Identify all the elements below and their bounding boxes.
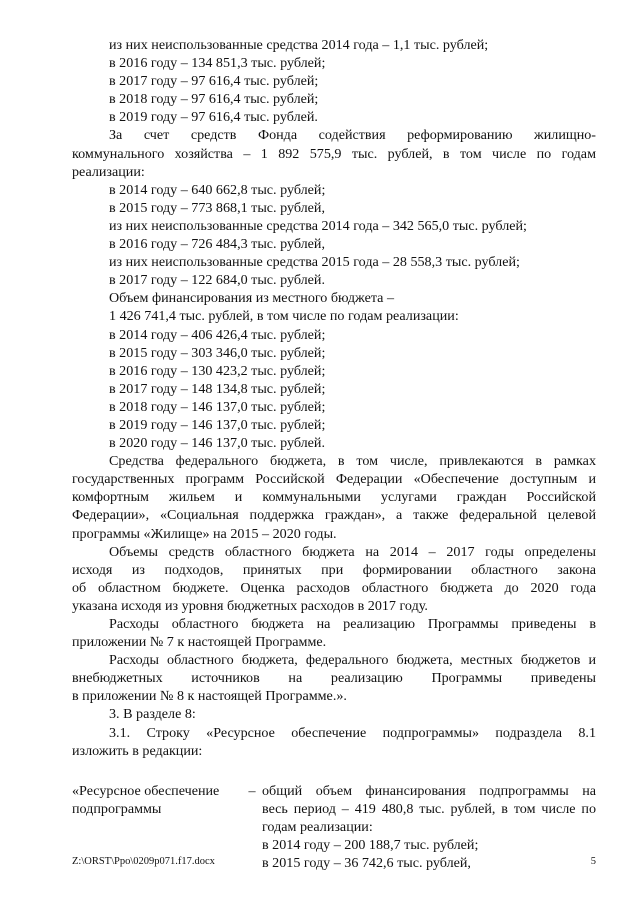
text-line: в 2017 году – 148 134,8 тыс. рублей; — [109, 380, 326, 397]
table-value-line: годам реализации: — [262, 818, 373, 835]
paragraph-line: Федерации», «Социальная поддержка граждан», а также федеральной целевой — [72, 507, 596, 524]
text-line: в 2018 году – 146 137,0 тыс. рублей; — [109, 398, 326, 415]
text-line: из них неиспользованные средства 2015 года – 28 558,3 тыс. рублей; — [109, 254, 520, 271]
text-line: 3. В разделе 8: — [109, 706, 196, 723]
paragraph-line: Расходы областного бюджета, федерального бюджета, местных бюджетов и — [109, 652, 596, 669]
paragraph-line: программы «Жилище» на 2015 – 2020 годы. — [72, 525, 337, 542]
text-line: в 2015 году – 773 868,1 тыс. рублей, — [109, 199, 325, 216]
paragraph-line: реализации: — [72, 163, 145, 180]
text-line: в 2017 году – 97 616,4 тыс. рублей; — [109, 73, 319, 90]
text-line: в 2016 году – 134 851,3 тыс. рублей; — [109, 55, 326, 72]
table-value-line: общий объем финансирования подпрограммы на — [262, 782, 596, 799]
paragraph-line: внебюджетных источников на реализацию Программы приведены — [72, 670, 596, 687]
text-line: из них неиспользованные средства 2014 года – 342 565,0 тыс. рублей; — [109, 217, 527, 234]
text-line: в 2018 году – 97 616,4 тыс. рублей; — [109, 91, 319, 108]
paragraph-line: в приложении № 8 к настоящей Программе.». — [72, 688, 347, 705]
file-path: Z:\ORST\Ppo\0209p071.f17.docx — [72, 856, 215, 867]
paragraph-line: Объемы средств областного бюджета на 2014 – 2017 годы определены — [109, 543, 596, 560]
paragraph-line: 3.1. Строку «Ресурсное обеспечение подпрограммы» подраздела 8.1 — [109, 724, 596, 741]
paragraph-line: изложить в редакции: — [72, 742, 203, 759]
table-label-line: «Ресурсное обеспечение — [72, 782, 220, 799]
paragraph-line: приложении № 7 к настоящей Программе. — [72, 634, 327, 651]
paragraph-line: Средства федерального бюджета, в том числе, привлекаются в рамках — [109, 453, 596, 470]
table-value-line: в 2015 году – 36 742,6 тыс. рублей, — [262, 855, 471, 872]
page-footer — [72, 853, 596, 867]
table-label-line: подпрограммы — [72, 800, 162, 817]
paragraph-line: исходя из подходов, принятых при формировании областного закона — [72, 561, 596, 578]
paragraph-line: Расходы областного бюджета на реализацию Программы приведены в — [109, 616, 596, 632]
text-line: в 2015 году – 303 346,0 тыс. рублей; — [109, 344, 326, 361]
text-line: в 2017 году – 122 684,0 тыс. рублей. — [109, 272, 325, 289]
table-value-line: в 2014 году – 200 188,7 тыс. рублей; — [262, 837, 479, 854]
text-line: в 2020 году – 146 137,0 тыс. рублей. — [109, 435, 325, 452]
paragraph-line: коммунального хозяйства – 1 892 575,9 тыс. рублей, в том числе по годам — [72, 145, 596, 162]
text-line: из них неиспользованные средства 2014 года – 1,1 тыс. рублей; — [109, 37, 489, 53]
text-line: в 2014 году – 640 662,8 тыс. рублей; — [109, 181, 326, 198]
text-line: Объем финансирования из местного бюджета – — [109, 290, 394, 307]
text-line: в 2016 году – 726 484,3 тыс. рублей, — [109, 236, 325, 253]
paragraph-line: указана исходя из уровня бюджетных расходов в 2017 году. — [72, 597, 428, 614]
paragraph-line: комфортным жильем и коммунальными услугами граждан Российской — [72, 489, 596, 506]
text-line: в 2016 году – 130 423,2 тыс. рублей; — [109, 362, 326, 379]
text-line: в 2014 году – 406 426,4 тыс. рублей; — [109, 326, 326, 343]
paragraph-line: За счет средств Фонда содействия реформированию жилищно- — [109, 127, 596, 144]
paragraph-line: государственных программ Российской Федерации «Обеспечение доступным и — [72, 471, 596, 488]
paragraph-line: об областном бюджете. Оценка расходов областного бюджета до 2020 года — [72, 579, 596, 596]
spacer — [72, 760, 596, 782]
text-line: 1 426 741,4 тыс. рублей, в том числе по годам реализации: — [109, 308, 459, 325]
text-line: в 2019 году – 146 137,0 тыс. рублей; — [109, 416, 326, 433]
document-body — [72, 36, 596, 872]
page-number: 5 — [590, 856, 596, 867]
table-dash: – — [248, 782, 256, 799]
table-value-line: весь период – 419 480,8 тыс. рублей, в том числе по — [262, 800, 596, 817]
text-line: в 2019 году – 97 616,4 тыс. рублей. — [109, 109, 318, 126]
